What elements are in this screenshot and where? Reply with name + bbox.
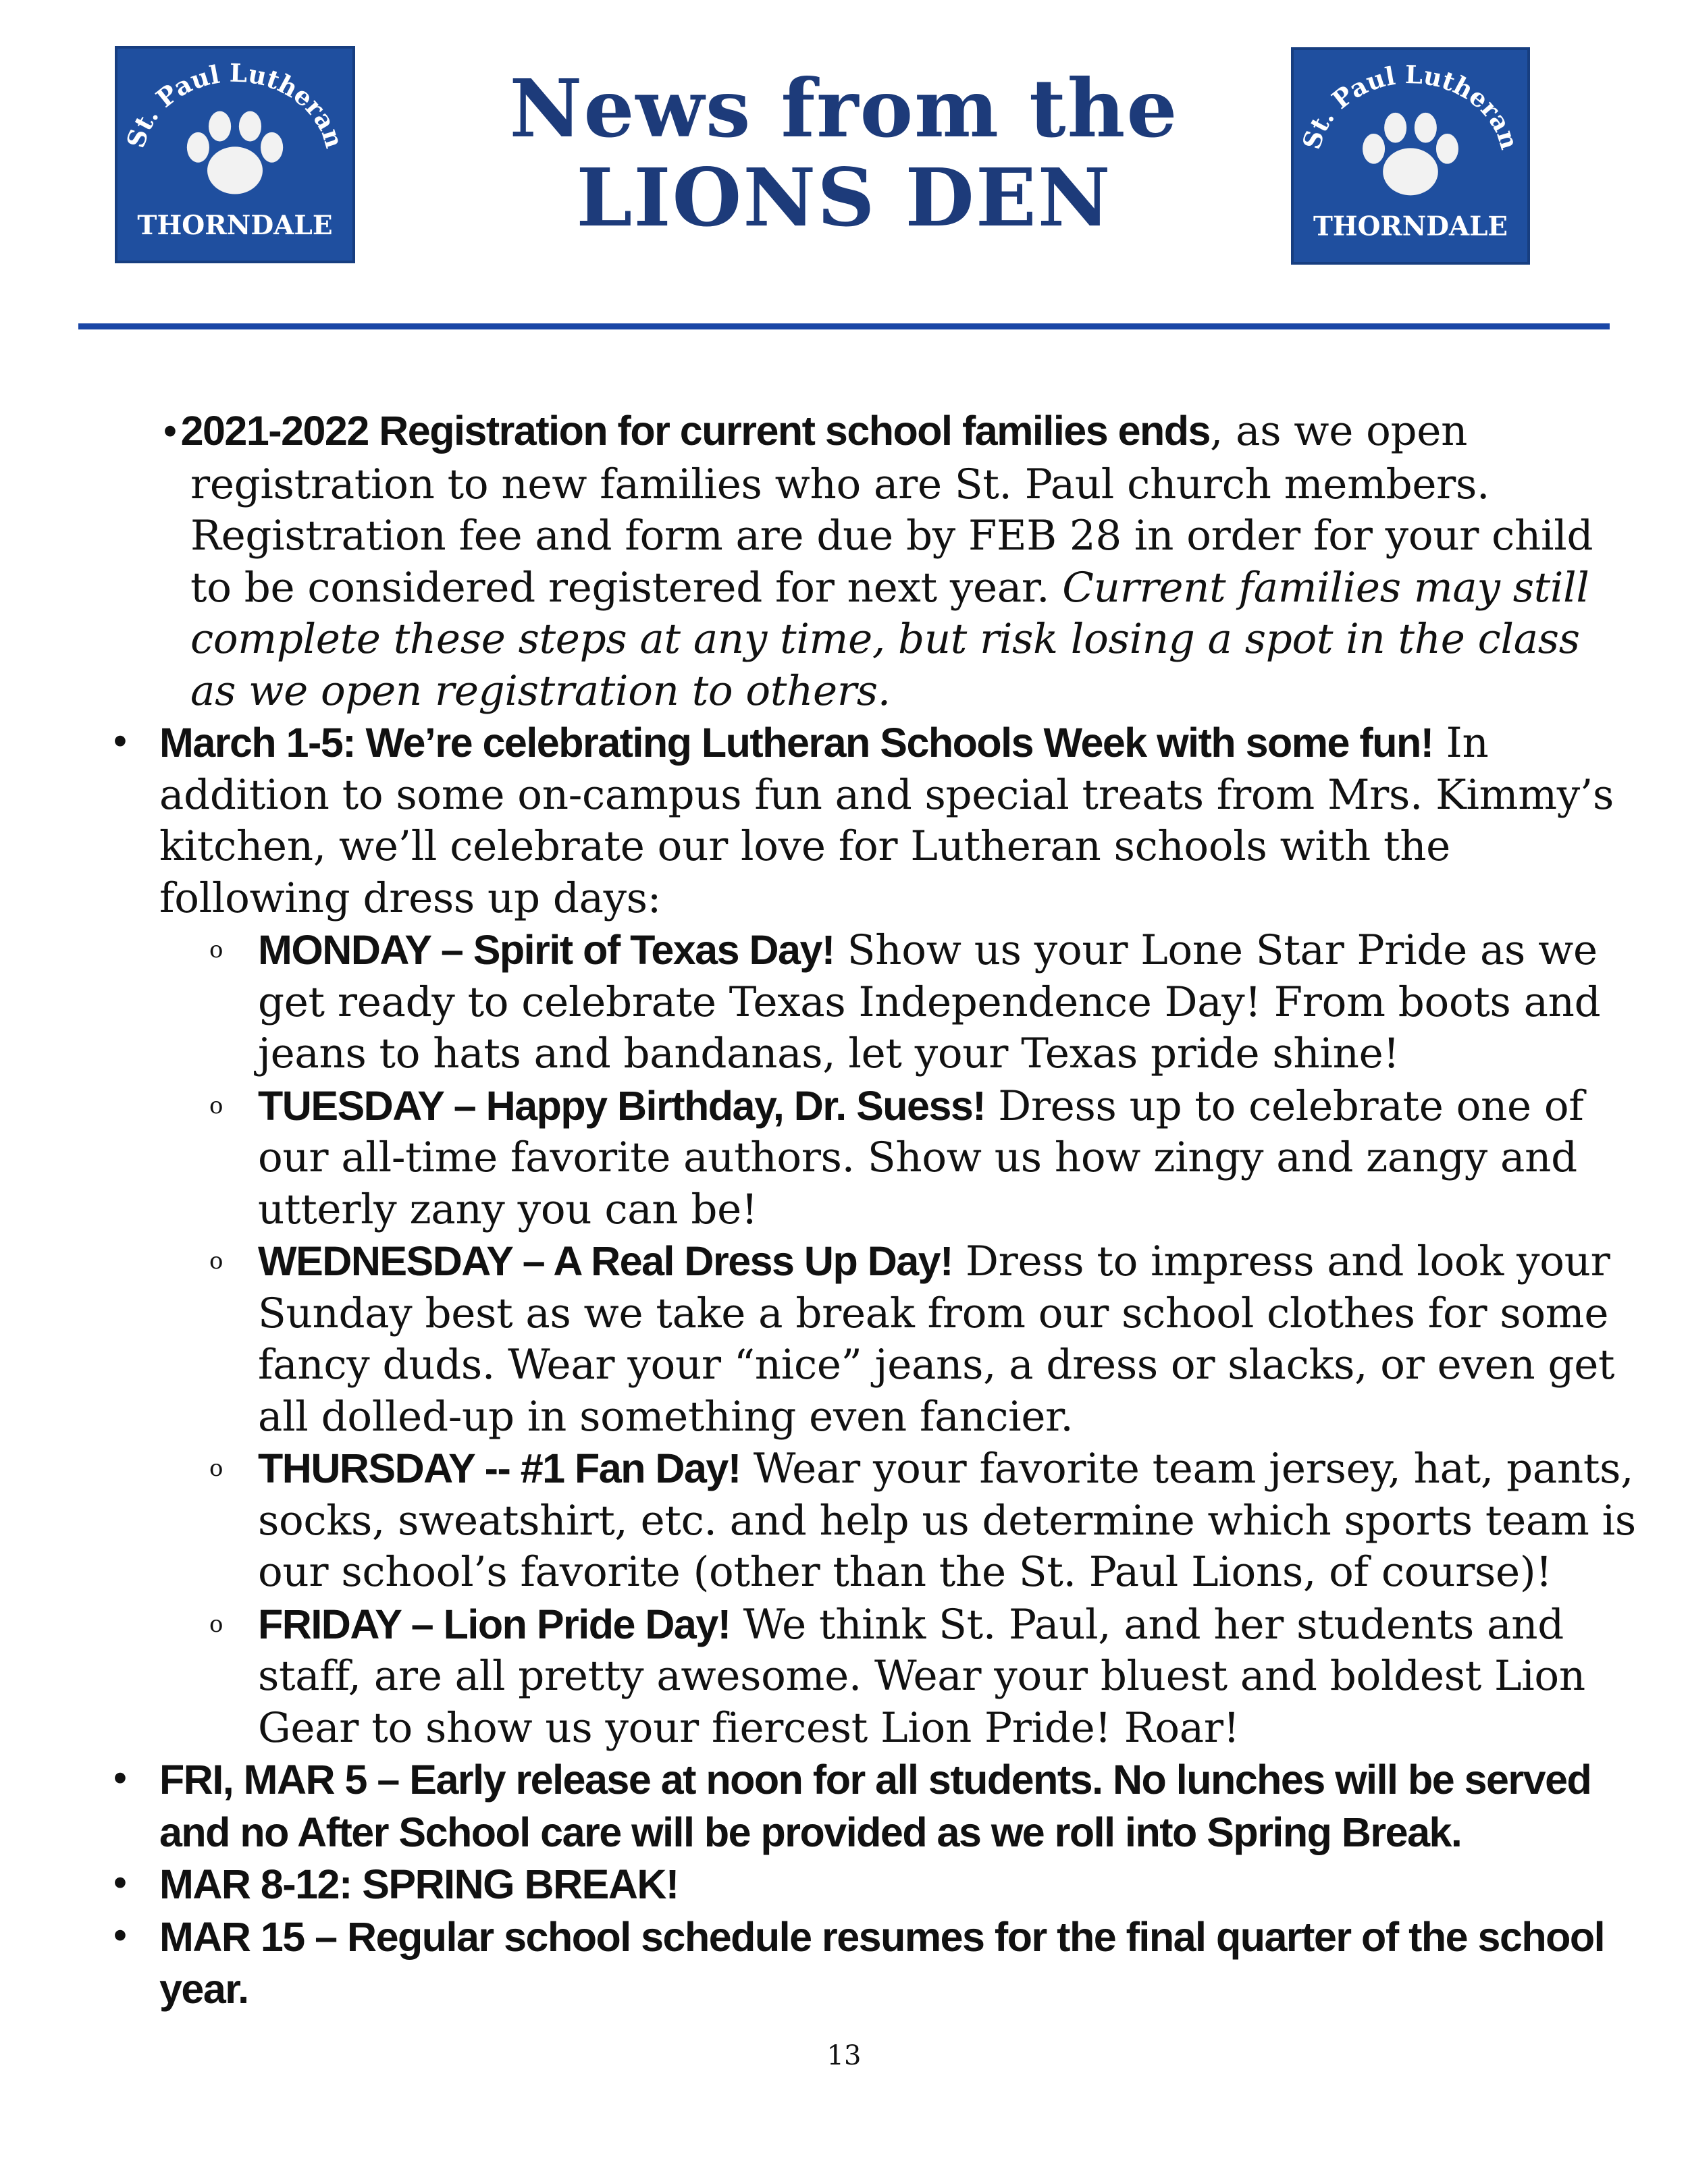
circle-bullet-icon: o	[209, 936, 223, 963]
item-heading: MAR 8-12: SPRING BREAK!	[159, 1861, 679, 1907]
logo-text-top: St. Paul Lutheran	[1296, 59, 1525, 153]
day-heading: WEDNESDAY – A Real Dress Up Day!	[258, 1238, 953, 1284]
bullet-icon: •	[109, 1863, 131, 1905]
logo-text-top: St. Paul Lutheran	[120, 57, 350, 152]
item-heading: FRI, MAR 5 – Early release at noon for all students. No lunches will be served and no After School care will be provided as we roll into Spring Break.	[159, 1757, 1591, 1855]
title-line-2: LIONS DEN	[576, 151, 1112, 244]
list-item-day	[0, 1235, 1688, 1443]
day-text: Show us your Lone Star Pride as we get ready to celebrate Texas Independence Day! From boots and jeans to hats and bandanas, let your Texas pride shine!	[258, 926, 1601, 1077]
header-divider	[78, 323, 1610, 329]
list-item-school-resumes	[0, 1911, 1688, 2016]
bullet-icon: •	[159, 411, 181, 454]
page-number: 13	[826, 2040, 862, 2071]
day-text: We think St. Paul, and her students and staff, are all pretty awesome. Wear your bluest and boldest Lion Gear to show us your fiercest Lion Pride! Roar!	[258, 1600, 1585, 1752]
day-heading: FRIDAY – Lion Pride Day!	[258, 1601, 731, 1647]
newsletter-title	[405, 61, 1283, 244]
bullet-icon: •	[109, 1915, 131, 1958]
item-heading: 2021-2022 Registration for current school families ends	[180, 408, 1210, 454]
logo-text-bottom: THORNDALE	[1313, 211, 1508, 242]
school-logo-left	[115, 46, 355, 263]
item-heading: MAR 15 – Regular school schedule resumes for the final quarter of the school year.	[159, 1913, 1605, 2012]
school-logo-right	[1291, 47, 1530, 265]
list-item-spring-break	[0, 1859, 1688, 1911]
list-item-early-release	[0, 1754, 1688, 1859]
item-text: , as we open registration to new families who are St. Paul church members. Registration fee and form are due by FEB 28 in order for your child to be considered registered for next year.	[190, 407, 1593, 612]
logo-text-bottom: THORNDALE	[137, 209, 333, 241]
list-item-schools-week	[0, 717, 1688, 924]
day-text: Wear your favorite team jersey, hat, pants, socks, sweatshirt, etc. and help us determine which sports team is our school’s favorite (other than the St. Paul Lions, of course)!	[258, 1445, 1636, 1596]
news-list	[0, 405, 1688, 2016]
day-text: Dress to impress and look your Sunday best as we take a break from our school clothes for some fancy duds. Wear your “nice” jeans, a dress or slacks, or even get all dolled-up in something even fancier.	[258, 1237, 1615, 1441]
paw-print-icon	[1294, 50, 1527, 262]
day-heading: TUESDAY – Happy Birthday, Dr. Suess!	[258, 1082, 986, 1129]
bullet-icon: •	[109, 721, 131, 764]
list-item-day	[0, 924, 1688, 1080]
day-heading: MONDAY – Spirit of Texas Day!	[258, 927, 835, 973]
circle-bullet-icon: o	[209, 1248, 223, 1275]
list-item-day	[0, 1443, 1688, 1599]
list-item-day	[0, 1080, 1688, 1236]
list-item-day	[0, 1599, 1688, 1755]
day-text: Dress up to celebrate one of our all-time favorite authors. Show us how zingy and zangy and utterly zany you can be!	[258, 1082, 1584, 1233]
paw-print-icon	[117, 49, 352, 261]
circle-bullet-icon: o	[209, 1092, 223, 1119]
item-heading: March 1-5: We’re celebrating Lutheran Schools Week with some fun!	[159, 720, 1433, 766]
title-line-1: News from the	[509, 61, 1179, 155]
bullet-icon: •	[109, 1758, 131, 1801]
item-text: In addition to some on-campus fun and special treats from Mrs. Kimmy’s kitchen, we’ll celebrate our love for Lutheran schools with the following dress up days:	[159, 719, 1614, 922]
circle-bullet-icon: o	[209, 1455, 223, 1482]
day-heading: THURSDAY -- #1 Fan Day!	[258, 1445, 741, 1491]
item-note: Current families may still complete these steps at any time, but risk losing a spot in the class as we open registration to others.	[190, 563, 1589, 715]
list-item-registration	[0, 405, 1688, 717]
circle-bullet-icon: o	[209, 1610, 223, 1638]
